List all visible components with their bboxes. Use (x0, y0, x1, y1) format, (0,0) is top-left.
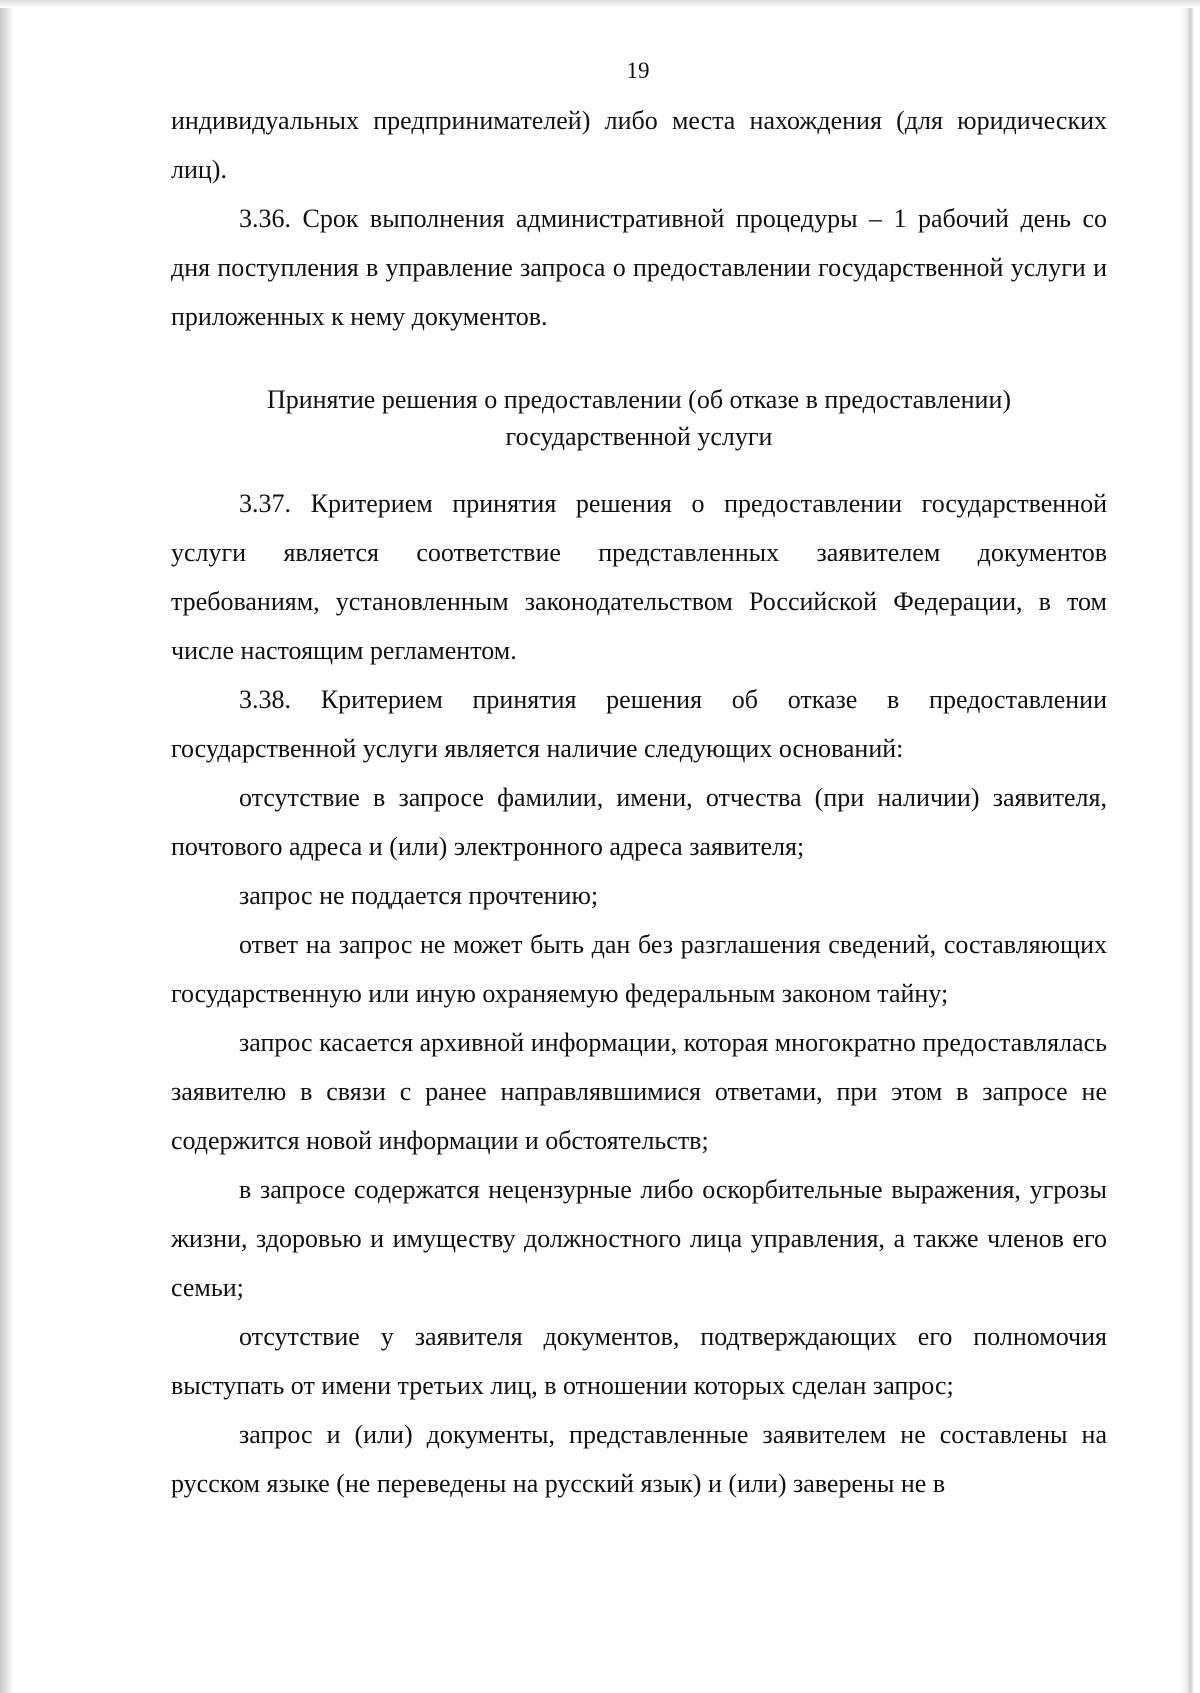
scan-edge-left (0, 0, 14, 1693)
document-body (171, 96, 1107, 1508)
paragraph-continuation: индивидуальных предпринимателей) либо места нахождения (для юридических лиц). (171, 106, 1107, 184)
paragraph-3-38: 3.38. Критерием принятия решения об отказе в предоставлении государственной услуги является наличие следующих оснований: (171, 685, 1107, 763)
paragraph-3-37: 3.37. Критерием принятия решения о предоставлении государственной услуги является соответствие представленных заявителем документов требованиям, установленным законодательством Российской Федерации, в том числе настоящим регламентом. (171, 489, 1107, 665)
page-number: 19 (626, 58, 650, 83)
section-heading-line-2: государственной услуги (505, 422, 773, 451)
scan-edge-right (1180, 0, 1200, 1693)
list-item-language: запрос и (или) документы, представленные заявителем не составлены на русском языке (не переведены на русский язык) и (или) заверены не в (171, 1420, 1107, 1498)
list-item-offensive: в запросе содержатся нецензурные либо оскорбительные выражения, угрозы жизни, здоровью и имуществу должностного лица управления, а также членов его семьи; (171, 1175, 1107, 1302)
scan-edge-top (0, 0, 1200, 8)
section-heading (171, 381, 1107, 455)
list-item-secret: ответ на запрос не может быть дан без разглашения сведений, составляющих государственную или иную охраняемую федеральным законом тайну; (171, 930, 1107, 1008)
paragraph-3-36: 3.36. Срок выполнения административной процедуры – 1 рабочий день со дня поступления в управление запроса о предоставлении государственной услуги и приложенных к нему документов. (171, 204, 1107, 331)
section-heading-line-1: Принятие решения о предоставлении (об отказе в предоставлении) (266, 385, 1012, 414)
list-item-missing-name: отсутствие в запросе фамилии, имени, отчества (при наличии) заявителя, почтового адреса и (или) электронного адреса заявителя; (171, 783, 1107, 861)
list-item-repeated: запрос касается архивной информации, которая многократно предоставлялась заявителю в связи с ранее направлявшимися ответами, при этом в запросе не содержится новой информации и обстоятельств; (171, 1028, 1107, 1155)
list-item-unreadable: запрос не поддается прочтению; (239, 881, 599, 910)
list-item-no-authority: отсутствие у заявителя документов, подтверждающих его полномочия выступать от имени третьих лиц, в отношении которых сделан запрос; (171, 1322, 1107, 1400)
